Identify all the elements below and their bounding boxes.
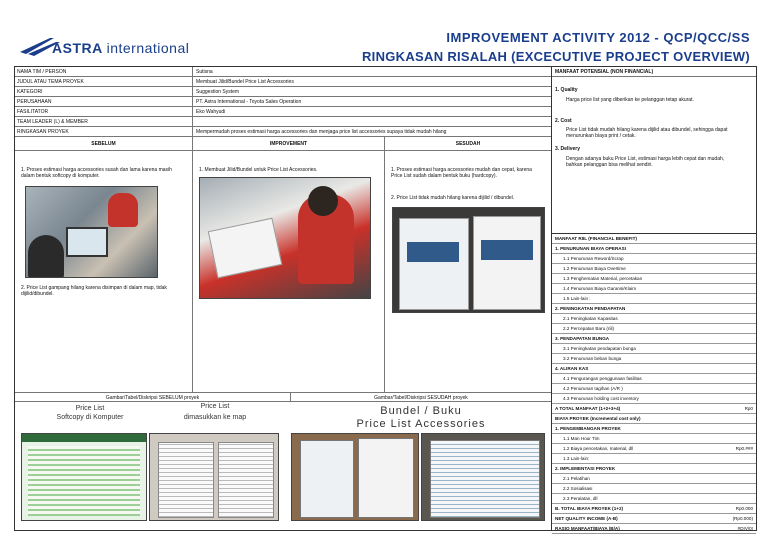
caption-accessories: Price List Accessories <box>356 418 486 430</box>
logo-brand: ASTRA <box>52 40 103 56</box>
delivery-text: Dengan adanya buku Price List, estimasi harga lebih cepat dan mudah, bahkan pelanggan bisa melihat sendiri. <box>566 156 725 169</box>
financial-row-value: #DIV/0! <box>737 526 753 531</box>
quality-title: 1. Quality <box>555 87 578 93</box>
info-value: Eko Wahyudi <box>193 107 551 117</box>
sesudah-text-1: 1. Proses estimasi harga accessories mudah dan cepat, karena Price List sudah dalam bentuk buku (hardcopy). <box>391 167 532 180</box>
financial-row-label: 3.1 Peningkatan pendapatan bunga <box>563 346 636 351</box>
financial-row-label: 4. ALIRAN KAS <box>555 366 589 371</box>
caption-map: dimasukkan ke map <box>183 414 247 421</box>
financial-row-label: 4.2 Penurunan tagihan (A/R ) <box>563 386 623 391</box>
caption-price-list-2: Price List <box>200 403 230 410</box>
info-label: FASILITATOR <box>15 107 193 117</box>
financial-row-label: 2. PENINGKATAN PENDAPATAN <box>555 306 626 311</box>
logo-suffix: international <box>106 40 190 56</box>
spreadsheet-grid <box>28 446 140 516</box>
sebelum-text-1: 1. Proses estimasi harga accessories susah dan lama karena masih dalam bentuk softcopy di komputer. <box>21 167 172 180</box>
header-sebelum: SEBELUM <box>15 137 193 151</box>
map-binder-photo <box>149 433 279 521</box>
sebelum-column <box>15 151 193 392</box>
bundel-book-left <box>300 440 354 518</box>
financial-row-label: 2. IMPLEMENTASI PROYEK <box>555 466 616 471</box>
book-cover-right <box>473 216 541 310</box>
sesudah-photo <box>392 207 545 313</box>
caption-softcopy: Softcopy di Komputer <box>56 414 124 421</box>
delivery-title: 3. Delivery <box>555 146 581 152</box>
book-image-left <box>407 242 459 262</box>
info-label: JUDUL ATAU TEMA PROYEK <box>15 77 193 87</box>
financial-row-label: 3. PENDAPATAN BUNGA <box>555 336 610 341</box>
info-value: PT. Astra International - Toyota Sales Operation <box>193 97 551 107</box>
softcopy-screenshot <box>21 433 147 521</box>
financial-row <box>552 524 756 534</box>
info-label: NAMA TIM / PERSON <box>15 67 193 77</box>
financial-row <box>552 384 756 394</box>
financial-row <box>552 474 756 484</box>
financial-row-label: A TOTAL MANFAAT (1+2+3+4) <box>555 406 621 411</box>
right-block <box>552 67 756 530</box>
financial-row <box>552 344 756 354</box>
financial-row <box>552 334 756 344</box>
sebelum-photo <box>25 186 158 278</box>
financial-row-label: 4.1 Pengurangan penggunaan fasilitas <box>563 376 642 381</box>
financial-row-label: 1.5 Lain-lain : <box>563 296 591 301</box>
binder-page-left <box>158 442 214 518</box>
financial-row <box>552 314 756 324</box>
financial-row-label: 3.2 Penurunan beban bunga <box>563 356 622 361</box>
financial-row <box>552 244 756 254</box>
info-label: PERUSAHAAN <box>15 97 193 107</box>
page-subtitle: RINGKASAN RISALAH (EXCECUTIVE PROJECT OVERVIEW) <box>361 49 750 64</box>
improvement-text-1: 1. Membuat Jilid/Bundel untuk Price List Accessories. <box>199 167 318 173</box>
financial-row-label: 1.2 Biaya pencetakan, material, dll <box>563 446 634 451</box>
manfaat-riil-table <box>552 233 756 531</box>
info-value <box>193 117 551 127</box>
info-rows <box>15 67 551 137</box>
financial-row-label: 1.3 Lain-lain: <box>563 456 590 461</box>
financial-row <box>552 284 756 294</box>
financial-row-label: 2.3 Peralatan, dll <box>563 496 598 501</box>
financial-row <box>552 414 756 424</box>
person-head <box>308 186 338 216</box>
financial-row <box>552 274 756 284</box>
caption-bundel: Bundel / Buku <box>380 405 462 417</box>
financial-row <box>552 424 756 434</box>
gambar-sesudah-header: Gambar/Tabel/Diskripsi SESUDAH proyek <box>291 392 551 402</box>
person-figure <box>108 193 138 227</box>
financial-row <box>552 364 756 374</box>
manfaat-potensial-title: MANFAAT POTENSIAL (NON FINANCIAL) <box>552 67 756 77</box>
financial-row <box>552 404 756 414</box>
financial-row-label: 2.1 Pelatihan <box>563 476 590 481</box>
financial-row <box>552 494 756 504</box>
financial-row <box>552 444 756 454</box>
info-label: RINGKASAN PROYEK <box>15 127 193 137</box>
spreadsheet-header <box>22 434 146 442</box>
financial-row-label: 1.4 Penurunan Biaya Garansi/Klaim <box>563 286 637 291</box>
price-list-sheet <box>208 218 283 279</box>
financial-row-label: 2.1 Peningkatan Kapasitas <box>563 316 618 321</box>
financial-row <box>552 514 756 524</box>
financial-row-value: (Rp0.000) <box>732 516 753 521</box>
info-value: Suggestion System <box>193 87 551 97</box>
book-image-right <box>481 240 533 260</box>
left-block <box>15 67 552 530</box>
financial-row <box>552 464 756 474</box>
financial-row <box>552 354 756 364</box>
financial-row-label: RASIO MANFAAT/BIAYA (B/A) <box>555 526 620 531</box>
financial-row-value: Rp0 <box>744 406 753 411</box>
page-title: IMPROVEMENT ACTIVITY 2012 - QCP/QCC/SS <box>446 30 750 45</box>
financial-row-value: Rp0.### <box>735 446 753 451</box>
quality-text: Harga price list yang diberikan ke pelanggan tetap akurat. <box>566 97 694 103</box>
person-head <box>28 235 64 278</box>
info-value: Mempermudah proses estimasi harga accessories dan menjaga price list accessories supaya tidak mudah hilang <box>193 127 551 137</box>
financial-row-label: 1.2 Penurunan Biaya Overtime <box>563 266 626 271</box>
improvement-column <box>193 151 385 392</box>
info-value: Sutisna <box>193 67 551 77</box>
financial-row <box>552 394 756 404</box>
financial-row <box>552 254 756 264</box>
open-book <box>430 440 540 518</box>
financial-row-label: 4.3 Penurunan holding cost inventory <box>563 396 639 401</box>
financial-row <box>552 304 756 314</box>
financial-row <box>552 434 756 444</box>
cost-text: Price List tidak mudah hilang karena dijilid atau dibundel, sehingga dapat menurunkan biaya print / cetak. <box>566 127 728 140</box>
monitor-icon <box>66 227 108 257</box>
bundel-cover-photo <box>291 433 419 521</box>
financial-row-label: BIAYA PROYEK (Incremental cost only) <box>555 416 641 421</box>
financial-row <box>552 264 756 274</box>
logo-wordmark <box>52 40 189 56</box>
financial-row <box>552 324 756 334</box>
bundel-book-right <box>358 438 414 518</box>
financial-row-label: 1. PENGEMBANGAN PROYEK <box>555 426 621 431</box>
sesudah-column <box>385 151 551 392</box>
info-label: TEAM LEADER (L) & MEMBER <box>15 117 193 127</box>
financial-row <box>552 504 756 514</box>
financial-row <box>552 454 756 464</box>
financial-row <box>552 374 756 384</box>
financial-row <box>552 484 756 494</box>
gambar-sebelum-header: Gambar/Tabel/Diskripsi SEBELUM proyek <box>15 392 291 402</box>
financial-row-label: 2.2 Percepatan Baru (riil) <box>563 326 615 331</box>
info-value: Membuat Jilid/Bundel Price List Accessories <box>193 77 551 87</box>
sebelum-text-2: 2. Price List gampang hilang karena disimpan di dalam map, tidak dijilid/dibundel. <box>21 285 167 298</box>
caption-price-list: Price List <box>75 405 105 412</box>
bundel-open-photo <box>421 433 545 521</box>
manfaat-riil-title: MANFAAT RIIL (FINANCIAL BENEFIT) <box>552 234 756 244</box>
header-improvement: IMPROVEMENT <box>193 137 385 151</box>
info-label: KATEGORI <box>15 87 193 97</box>
financial-row-label: 1.3 Penghematan Material, percetakan <box>563 276 643 281</box>
financial-row-label: B. TOTAL BIAYA PROYEK (1+2) <box>555 506 624 511</box>
financial-row-label: 2.2 Sosialisasi <box>563 486 593 491</box>
book-cover-left <box>399 218 469 310</box>
sesudah-text-2: 2. Price List tidak mudah hilang karena dijilid / dibundel. <box>391 195 515 201</box>
binder-page-right <box>218 442 274 518</box>
financial-row-label: 1.1 Man Hour Tim <box>563 436 600 441</box>
financial-row <box>552 294 756 304</box>
summary-table <box>14 66 757 531</box>
header-sesudah: SESUDAH <box>385 137 551 151</box>
financial-row-label: NET QUALITY INCOME (A-B) <box>555 516 618 521</box>
financial-row-label: 1.1 Penurunan Reword/Scrap <box>563 256 624 261</box>
financial-row-label: 1. PENURUNAN BIAYA OPERASI <box>555 246 626 251</box>
cost-title: 2. Cost <box>555 118 572 124</box>
improvement-photo <box>199 177 371 299</box>
financial-row-value: Rp0.000 <box>735 506 753 511</box>
